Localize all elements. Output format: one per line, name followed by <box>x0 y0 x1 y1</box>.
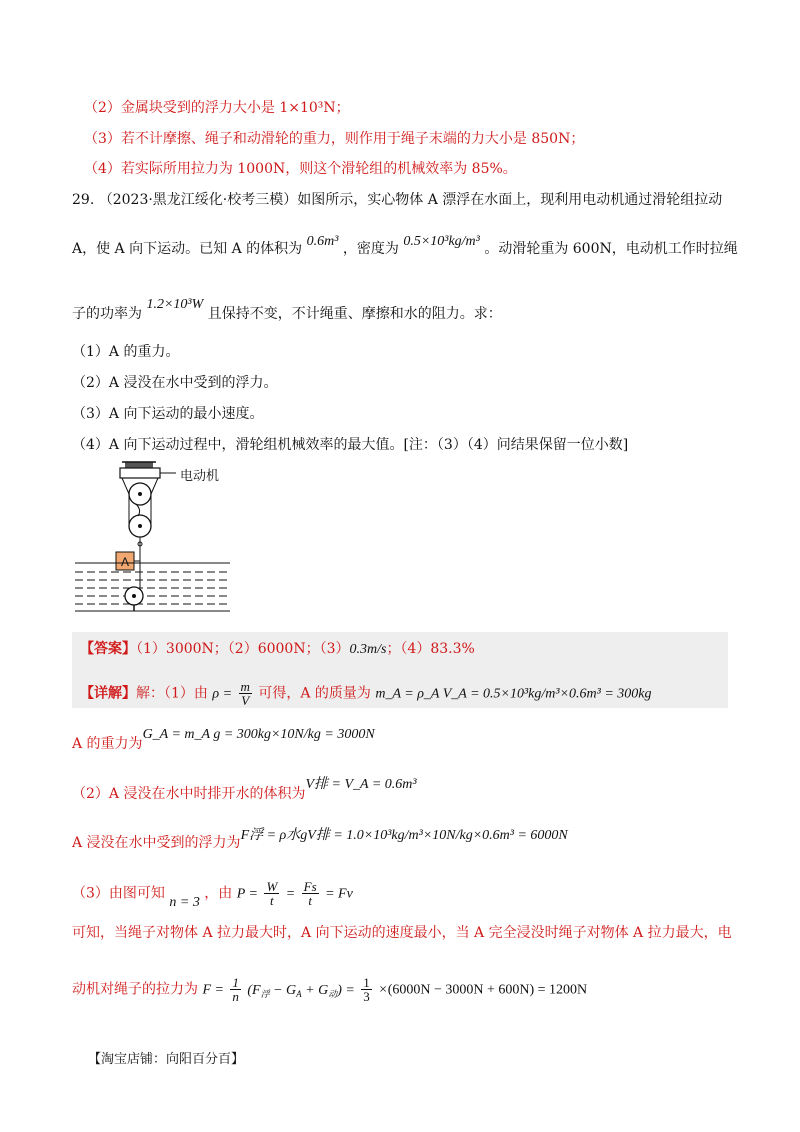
question-text-2c: 。动滑轮重为 600N，电动机工作时拉绳 <box>484 241 738 257</box>
question-source: （2023·黑龙江绥化·校考三模） <box>98 192 298 208</box>
question-text-3b: 且保持不变，不计绳重、摩擦和水的阻力。求： <box>207 306 502 322</box>
answer-speed: 0.3m/s <box>349 642 387 657</box>
question-line-3 <box>72 297 502 324</box>
prev-answer-2: （2）金属块受到的浮力大小是 1×10³N； <box>84 100 350 116</box>
rho-lhs: ρ = <box>212 686 233 702</box>
buoyancy-equation: F浮 = ρ水gV排 = 1.0×10³kg/m³×10N/kg×0.6m³ = 6000N <box>240 828 568 843</box>
force-label: 动机对绳子的拉力为 <box>72 981 198 998</box>
answer-text-4: ；（4）83.3% <box>386 641 475 657</box>
frac-t: t <box>270 893 274 908</box>
n-equation: n = 3 <box>169 894 200 910</box>
part3-label: （3）由图可知 <box>72 885 165 902</box>
w-over-t <box>264 880 279 907</box>
frac-fs: Fs <box>303 879 317 894</box>
question-text-3a: 子的功率为 <box>72 306 142 322</box>
rho-fraction <box>239 680 252 707</box>
answer-text-1: （1）3000N；（2）6000N；（3） <box>136 641 350 657</box>
answer-tag: 【答案】 <box>80 641 136 657</box>
pulley-diagram <box>70 460 230 620</box>
force-line: 动机对绳子的拉力为 F = $\frac{1}{n}$ $(F_浮 - G_A + G_动)$ = $\frac{1}{3}$ ×(6000N − 3000N + 600N) = 1200N <box>72 975 588 1004</box>
motor-body <box>120 468 160 478</box>
one-over-three: $\frac{1}{3}$ <box>363 975 370 1004</box>
prev-answer-3: （3）若不计摩擦、绳子和动滑轮的重力，则作用于绳子末端的力大小是 850N； <box>84 131 585 147</box>
motor-label: 电动机 <box>180 469 220 484</box>
question-number: 29. <box>72 192 95 208</box>
fv-equation: = Fv <box>325 886 353 902</box>
answer-line <box>80 640 475 659</box>
volume-equation: V排 = V_A = 0.6m³ <box>305 777 417 792</box>
block-label: A <box>120 555 130 569</box>
prev-answer-4: （4）若实际所用拉力为 1000N，则这个滑轮组的机械效率为 85%。 <box>84 161 517 177</box>
gravity-equation: G_A = m_A g = 300kg×10N/kg = 3000N <box>142 727 375 742</box>
frac-den: V <box>241 693 250 708</box>
one-over-n: $\frac{1}{n}$ <box>232 975 239 1004</box>
pulley-diagram-svg <box>70 460 230 620</box>
question-part-3: （3）A 向下运动的最小速度。 <box>72 406 264 422</box>
power-line: （3）由图可知 n = 3 ，由 P = $\frac{W}{t}$ = $\frac{Fs}{t}$ = Fv <box>72 879 353 910</box>
volume-label: （2）A 浸没在水中时排开水的体积为 <box>72 786 306 802</box>
footer-shop: 【淘宝店铺：向阳百分百】 <box>88 1052 245 1067</box>
frac-num: m <box>240 679 250 694</box>
gravity-label: A 的重力为 <box>72 736 143 752</box>
power-lhs: P = <box>236 886 258 902</box>
mass-equation: m_A = ρ_A V_A = 0.5×10³kg/m³×0.6m³ = 300kg <box>375 686 652 702</box>
explanation-line: 可知，当绳子对物体 A 拉力最大时，A 向下运动的速度最小，当 A 完全浸没时绳子对物体 A 拉力最大，电 <box>72 925 732 941</box>
volume-line <box>72 775 417 802</box>
detail-mid: 可得，A 的质量为 <box>258 685 371 702</box>
frac-t2: t <box>308 893 312 908</box>
power-value: 1.2×10³W <box>146 297 204 312</box>
ceiling-mount <box>125 462 153 468</box>
question-part-2: （2）A 浸没在水中受到的浮力。 <box>72 375 278 391</box>
part3-mid: ，由 <box>204 885 233 902</box>
fs-over-t <box>302 880 319 907</box>
question-text-1: 如图所示，实心物体 A 漂浮在水面上，现利用电动机通过滑轮组拉动 <box>297 192 723 208</box>
frac-w: W <box>266 879 278 894</box>
question-line-1 <box>72 191 722 209</box>
question-part-4: （4）A 向下运动过程中，滑轮组机械效率的最大值。[注：（3）（4）问结果保留一位小数] <box>72 437 629 453</box>
detail-tag: 【详解】 <box>80 685 136 702</box>
buoyancy-line <box>72 826 568 851</box>
buoyancy-label: A 浸没在水中受到的浮力为 <box>72 835 241 851</box>
volume-value: 0.6m³ <box>306 234 339 249</box>
question-line-2 <box>72 234 738 259</box>
question-text-2a: A，使 A 向下运动。已知 A 的体积为 <box>72 241 303 257</box>
detail-intro: 解：（1）由 <box>136 685 208 702</box>
question-text-2b: ，密度为 <box>342 241 399 257</box>
density-value: 0.5×10³kg/m³ <box>403 234 480 249</box>
detail-line-1 <box>80 680 652 707</box>
gravity-line <box>72 725 375 752</box>
question-part-1: （1）A 的重力。 <box>72 344 180 360</box>
force-equation: (6000N − 3000N + 600N) = 1200N <box>387 982 588 998</box>
